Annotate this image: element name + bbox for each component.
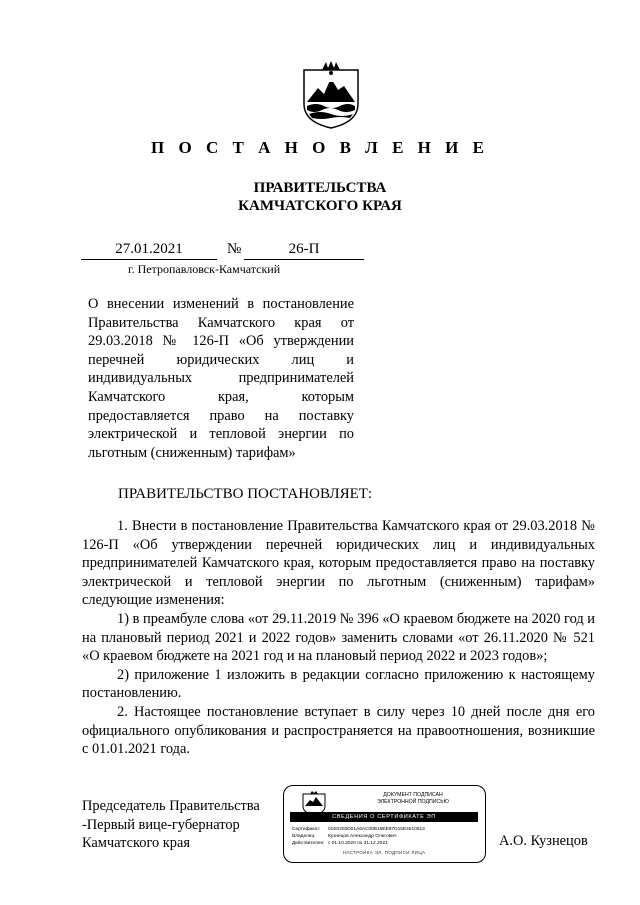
government-name-line2: КАМЧАТСКОГО КРАЯ	[238, 198, 402, 214]
stamp-row-certificate	[292, 827, 425, 833]
stamp-certificate-bar: СВЕДЕНИЯ О СЕРТИФИКАТЕ ЭП	[290, 812, 478, 822]
body-paragraph: 1. Внести в постановление Правительства Камчатского края от 29.03.2018 № 126-П «Об утверждении перечней юридических лиц и индивидуальных предпринимателей Камчатского края, которым предоставляется право на поставку электрической и тепловой энергии по льготным (сниженным) тарифам» следующие изменения:	[82, 518, 595, 609]
document-title: П О С Т А Н О В Л Е Н И Е	[151, 138, 489, 157]
signatory-title-line: -Первый вице-губернатор	[82, 816, 240, 833]
stamp-row-value: Кузнецов Александр Олегович	[328, 834, 397, 839]
signatory-title-line: Камчатского края	[82, 835, 190, 852]
document-date: 27.01.2021	[81, 240, 217, 260]
stamp-footer: НАСТРОЙКА ЭЛ. ПОДПИСИ ЛИЦА	[342, 850, 426, 855]
stamp-row-label: Сертификат:	[292, 827, 321, 832]
stamp-header-line: ДОКУМЕНТ ПОДПИСАН	[383, 792, 443, 798]
stamp-header-line: ЭЛЕКТРОННОЙ ПОДПИСЬЮ	[377, 799, 449, 805]
signatory-title-line: Председатель Правительства	[82, 798, 260, 814]
stamp-row-validity	[292, 841, 388, 847]
city-label: г. Петропавловск-Камчатский	[128, 262, 281, 276]
coat-of-arms-emblem	[300, 60, 362, 130]
stamp-row-value: с 01.10.2020 по 31.12.2021	[328, 841, 388, 846]
stamp-row-label: Владелец:	[292, 834, 316, 839]
decree-heading: ПРАВИТЕЛЬСТВО ПОСТАНОВЛЯЕТ:	[118, 486, 373, 502]
document-body	[82, 517, 595, 759]
electronic-signature-stamp	[283, 785, 486, 863]
body-paragraph: 2. Настоящее постановление вступает в силу через 10 дней после дня его официального опубликования и распространяется на правоотношения, возникшие с 01.01.2021 года.	[82, 703, 595, 758]
signatory-title	[82, 797, 260, 853]
signatory-name: А.О. Кузнецов	[499, 833, 588, 849]
body-paragraph: 1) в преамбуле слова «от 29.11.2019 № 396 «О краевом бюджете на 2020 год и на плановый период 2021 и 2022 годов» заменить словами «от 26.11.2020 № 521 «О краевом бюджете на 2021 год и на плановый период 2022 и 2023 годов»;	[82, 610, 595, 665]
stamp-row-owner	[292, 834, 396, 840]
government-name-line1: ПРАВИТЕЛЬСТВА	[253, 180, 387, 196]
stamp-row-label: Действителен:	[292, 841, 325, 846]
stamp-row-value: 01E0203D01A6AC00B19EE97D15E4510513	[328, 827, 425, 832]
number-sign: №	[227, 241, 242, 257]
body-paragraph: 2) приложение 1 изложить в редакции согласно приложению к настоящему постановлению.	[82, 666, 595, 702]
stamp-header	[354, 792, 472, 806]
document-subject: О внесении изменений в постановление Правительства Камчатского края от 29.03.2018 № 126-П «Об утверждении перечней юридических лиц и индивидуальных предпринимателей Камчатского края, которым предоставляется право на поставку электрической и тепловой энергии по льготным (сниженным) тарифам»	[88, 296, 354, 461]
document-number: 26-П	[244, 240, 364, 260]
